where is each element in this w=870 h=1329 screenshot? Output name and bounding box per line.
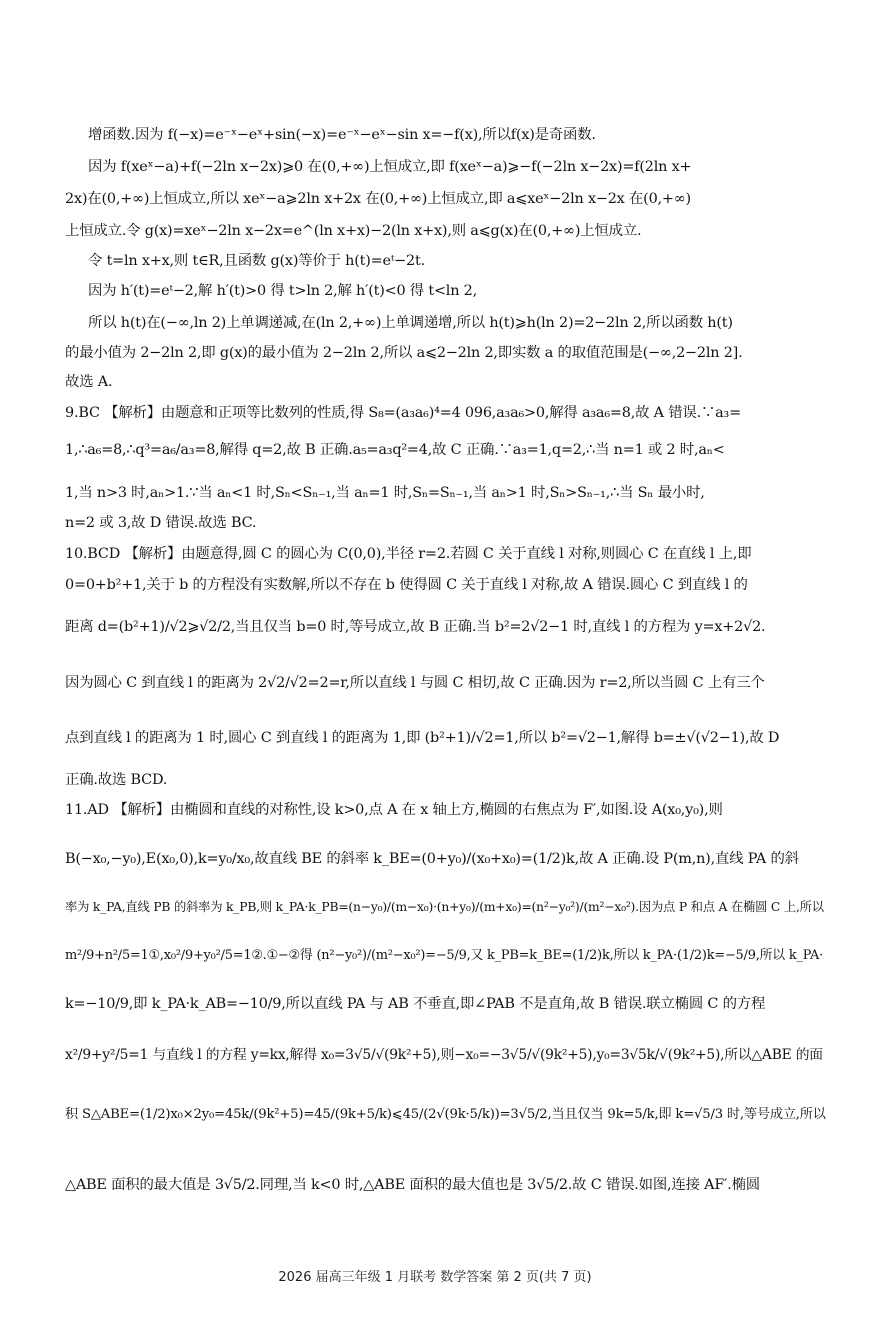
text-line: 的最小值为 2−2ln 2,即 g(x)的最小值为 2−2ln 2,所以 a⩽2−2ln 2,即实数 a 的取值范围是(−∞,2−2ln 2]. (65, 345, 743, 361)
text-line: 增函数.因为 f(−x)=e⁻ˣ−eˣ+sin(−x)=e⁻ˣ−eˣ−sin x=−f(x),所以f(x)是奇函数. (88, 127, 596, 143)
text-line: 积 S△ABE=(1/2)x₀×2y₀=45k/(9k²+5)=45/(9k+5/k)⩽45/(2√(9k·5/k))=3√5/2,当且仅当 9k=5/k,即 k=√5/3 时,等号成立,所以 (65, 1107, 826, 1122)
text-line: 因为圆心 C 到直线 l 的距离为 2√2/√2=2=r,所以直线 l 与圆 C 相切,故 C 正确.因为 r=2,所以当圆 C 上有三个 (65, 675, 765, 691)
text-line: 所以 h(t)在(−∞,ln 2)上单调递减,在(ln 2,+∞)上单调递增,所以 h(t)⩾h(ln 2)=2−2ln 2,所以函数 h(t) (88, 315, 733, 331)
text-line: 0=0+b²+1,关于 b 的方程没有实数解,所以不存在 b 使得圆 C 关于直线 l 对称,故 A 错误.圆心 C 到直线 l 的 (65, 577, 748, 593)
text-line: 正确.故选 BCD. (65, 772, 168, 788)
text-line: 故选 A. (65, 374, 113, 390)
text-line: m²/9+n²/5=1①,x₀²/9+y₀²/5=1②.①−②得 (n²−y₀²)/(m²−x₀²)=−5/9,又 k_PB=k_BE=(1/2)k,所以 k_PA·(1/2)k=−5/9,所以 k_PA· (65, 948, 824, 963)
text-line: B(−x₀,−y₀),E(x₀,0),k=y₀/x₀,故直线 BE 的斜率 k_BE=(0+y₀)/(x₀+x₀)=(1/2)k,故 A 正确.设 P(m,n),直线 PA 的斜 (65, 851, 799, 867)
text-line: 1,∴a₆=8,∴q³=a₆/a₃=8,解得 q=2,故 B 正确.a₅=a₃q²=4,故 C 正确.∵a₃=1,q=2,∴当 n=1 或 2 时,aₙ< (65, 442, 725, 458)
problem-10-line: 10.BCD 【解析】由题意得,圆 C 的圆心为 C(0,0),半径 r=2.若圆 C 关于直线 l 对称,则圆心 C 在直线 l 上,即 (65, 546, 752, 562)
text-line: k=−10/9,即 k_PA·k_AB=−10/9,所以直线 PA 与 AB 不垂直,即∠PAB 不是直角,故 B 错误.联立椭圆 C 的方程 (65, 996, 766, 1012)
text-line: 因为 h′(t)=eᵗ−2,解 h′(t)>0 得 t>ln 2,解 h′(t)<0 得 t<ln 2, (88, 283, 477, 299)
text-line: 2x)在(0,+∞)上恒成立,所以 xeˣ−a⩾2ln x+2x 在(0,+∞)上恒成立,即 a⩽xeˣ−2ln x−2x 在(0,+∞) (65, 191, 691, 207)
page-footer: 2026 届高三年级 1 月联考 数学答案 第 2 页(共 7 页) (278, 1270, 592, 1285)
text-line: 点到直线 l 的距离为 1 时,圆心 C 到直线 l 的距离为 1,即 (b²+1)/√2=1,所以 b²=√2−1,解得 b=±√(√2−1),故 D (65, 730, 780, 746)
text-line: 率为 k_PA,直线 PB 的斜率为 k_PB,则 k_PA·k_PB=(n−y₀)/(m−x₀)·(n+y₀)/(m+x₀)=(n²−y₀²)/(m²−x₀²).因为点 P 和点 A 在椭圆 C 上,所以 (65, 900, 824, 914)
text-line: 令 t=ln x+x,则 t∈R,且函数 g(x)等价于 h(t)=eᵗ−2t. (88, 253, 425, 269)
problem-9-line: 9.BC 【解析】由题意和正项等比数列的性质,得 S₈=(a₃a₆)⁴=4 096,a₃a₆>0,解得 a₃a₆=8,故 A 错误.∵a₃= (65, 405, 741, 421)
text-line: 1,当 n>3 时,aₙ>1.∵当 aₙ<1 时,Sₙ<Sₙ₋₁,当 aₙ=1 时,Sₙ=Sₙ₋₁,当 aₙ>1 时,Sₙ>Sₙ₋₁,∴当 Sₙ 最小时, (65, 485, 705, 501)
text-line: △ABE 面积的最大值是 3√5/2.同理,当 k<0 时,△ABE 面积的最大值也是 3√5/2.故 C 错误.如图,连接 AF′.椭圆 (65, 1177, 760, 1193)
text-line: 距离 d=(b²+1)/√2⩾√2/2,当且仅当 b=0 时,等号成立,故 B 正确.当 b²=2√2−1 时,直线 l 的方程为 y=x+2√2. (65, 619, 766, 635)
text-line: n=2 或 3,故 D 错误.故选 BC. (65, 515, 257, 531)
problem-11-line: 11.AD 【解析】由椭圆和直线的对称性,设 k>0,点 A 在 x 轴上方,椭圆的右焦点为 F′,如图.设 A(x₀,y₀),则 (65, 802, 723, 818)
text-line: 上恒成立.令 g(x)=xeˣ−2ln x−2x=e^(ln x+x)−2(ln x+x),则 a⩽g(x)在(0,+∞)上恒成立. (65, 223, 642, 239)
text-line: x²/9+y²/5=1 与直线 l 的方程 y=kx,解得 x₀=3√5/√(9k²+5),则−x₀=−3√5/√(9k²+5),y₀=3√5k/√(9k²+5),所以△ABE 的面 (65, 1047, 823, 1063)
text-line: 因为 f(xeˣ−a)+f(−2ln x−2x)⩾0 在(0,+∞)上恒成立,即 f(xeˣ−a)⩾−f(−2ln x−2x)=f(2ln x+ (88, 159, 692, 175)
